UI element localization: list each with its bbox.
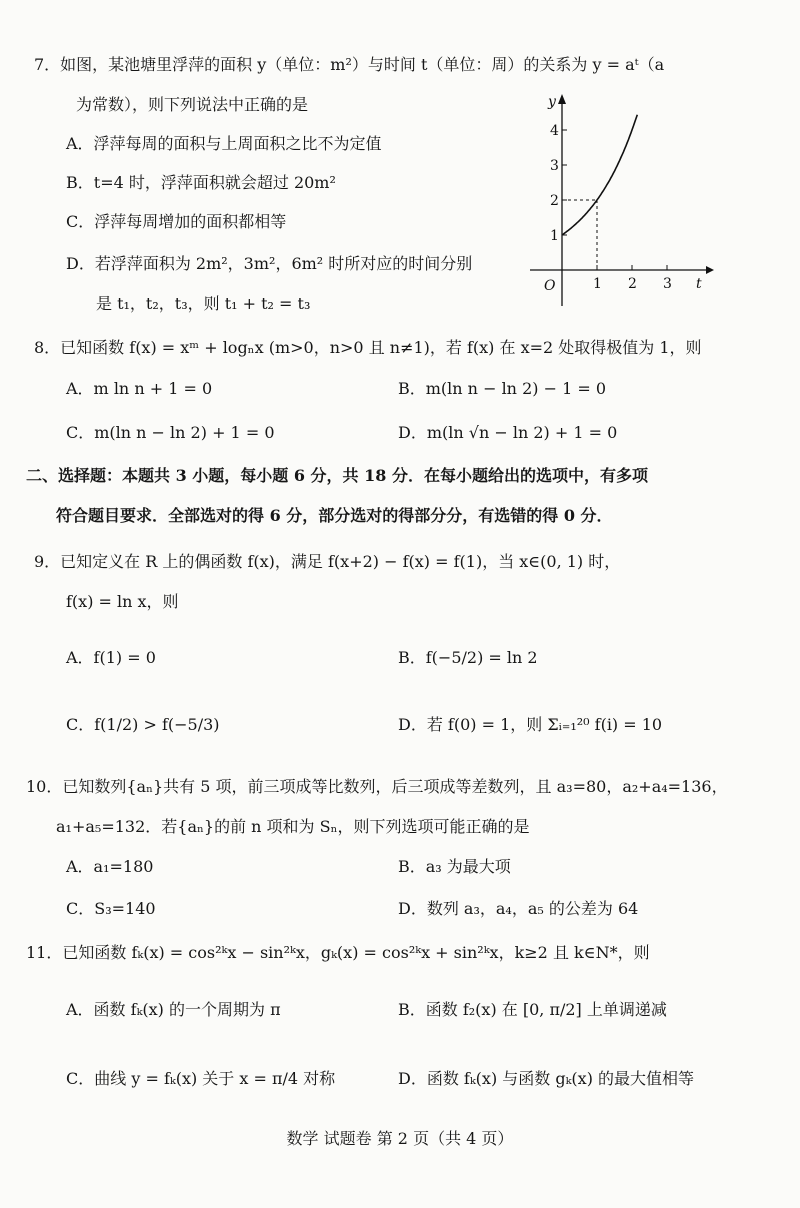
q10-option-c: C．S₃=140 [66, 899, 156, 918]
q7-stem-line1: 7．如图，某池塘里浮萍的面积 y（单位：m²）与时间 t（单位：周）的关系为 y = aᵗ（a [34, 55, 665, 74]
q9-option-a: A．f(1) = 0 [66, 648, 156, 667]
graph-y-tick: 1 [550, 228, 559, 244]
q8-option-d: D．m(ln √n − ln 2) + 1 = 0 [398, 423, 618, 442]
q9-option-d: D．若 f(0) = 1，则 Σᵢ₌₁²⁰ f(i) = 10 [398, 715, 663, 734]
graph-y-tick: 4 [550, 123, 559, 139]
q10-option-d: D．数列 a₃，a₄，a₅ 的公差为 64 [398, 899, 639, 918]
q8-option-b: B．m(ln n − ln 2) − 1 = 0 [398, 379, 607, 398]
graph-x-label: t [696, 276, 702, 292]
graph-x-tick: 1 [593, 276, 602, 292]
q10-stem-line2: a₁+a₅=132．若{aₙ}的前 n 项和为 Sₙ，则下列选项可能正确的是 [56, 817, 530, 836]
graph-y-tick: 3 [550, 158, 559, 174]
q7-stem-line2: 为常数），则下列说法中正确的是 [76, 95, 309, 114]
graph-x-tick: 2 [628, 276, 637, 292]
q11-option-c: C．曲线 y = fₖ(x) 关于 x = π/4 对称 [66, 1069, 336, 1088]
graph-origin: O [544, 278, 556, 294]
q8-option-a: A．m ln n + 1 = 0 [66, 379, 213, 398]
q7-option-d-line1: D．若浮萍面积为 2m²，3m²，6m² 时所对应的时间分别 [66, 254, 473, 273]
q7-option-c: C．浮萍每周增加的面积都相等 [66, 212, 287, 231]
graph-y-arrow [558, 94, 566, 104]
q7-option-d-line2: 是 t₁，t₂，t₃，则 t₁ + t₂ = t₃ [96, 294, 311, 313]
graph-x-arrow [706, 266, 714, 274]
q11-option-b: B．函数 f₂(x) 在 [0, π/2] 上单调递减 [398, 1000, 667, 1019]
q10-option-a: A．a₁=180 [66, 857, 154, 876]
graph-y-label: y [548, 94, 556, 110]
q9-option-c: C．f(1/2) > f(−5/3) [66, 715, 220, 734]
q7-option-b: B．t=4 时，浮萍面积就会超过 20m² [66, 173, 336, 192]
graph-y-tick: 2 [550, 193, 559, 209]
q9-option-b: B．f(−5/2) = ln 2 [398, 648, 538, 667]
q11-option-a: A．函数 fₖ(x) 的一个周期为 π [66, 1000, 281, 1019]
page-footer: 数学 试题卷 第 2 页（共 4 页） [286, 1129, 514, 1148]
q7-graph [520, 88, 720, 318]
q7-option-a: A．浮萍每周的面积与上周面积之比不为定值 [66, 134, 382, 153]
graph-curve [562, 115, 637, 235]
q10-option-b: B．a₃ 为最大项 [398, 857, 511, 876]
q11-stem: 11．已知函数 fₖ(x) = cos²ᵏx − sin²ᵏx，gₖ(x) = cos²ᵏx + sin²ᵏx，k≥2 且 k∈N*，则 [26, 943, 650, 962]
graph-x-tick: 3 [663, 276, 672, 292]
section2-heading-line1: 二、选择题：本题共 3 小题，每小题 6 分，共 18 分．在每小题给出的选项中，有多项 [26, 466, 648, 485]
q10-stem-line1: 10．已知数列{aₙ}共有 5 项，前三项成等比数列，后三项成等差数列，且 a₃=80，a₂+a₄=136， [26, 777, 728, 796]
section2-heading-line2: 符合题目要求．全部选对的得 6 分，部分选对的得部分分，有选错的得 0 分． [56, 506, 613, 525]
q8-option-c: C．m(ln n − ln 2) + 1 = 0 [66, 423, 275, 442]
q9-stem-line1: 9．已知定义在 R 上的偶函数 f(x)，满足 f(x+2) − f(x) = f(1)，当 x∈(0, 1) 时， [34, 552, 621, 571]
q11-option-d: D．函数 fₖ(x) 与函数 gₖ(x) 的最大值相等 [398, 1069, 695, 1088]
q8-stem: 8．已知函数 f(x) = xᵐ + logₙx (m>0，n>0 且 n≠1)，若 f(x) 在 x=2 处取得极值为 1，则 [34, 338, 702, 357]
q9-stem-line2: f(x) = ln x，则 [66, 592, 179, 611]
